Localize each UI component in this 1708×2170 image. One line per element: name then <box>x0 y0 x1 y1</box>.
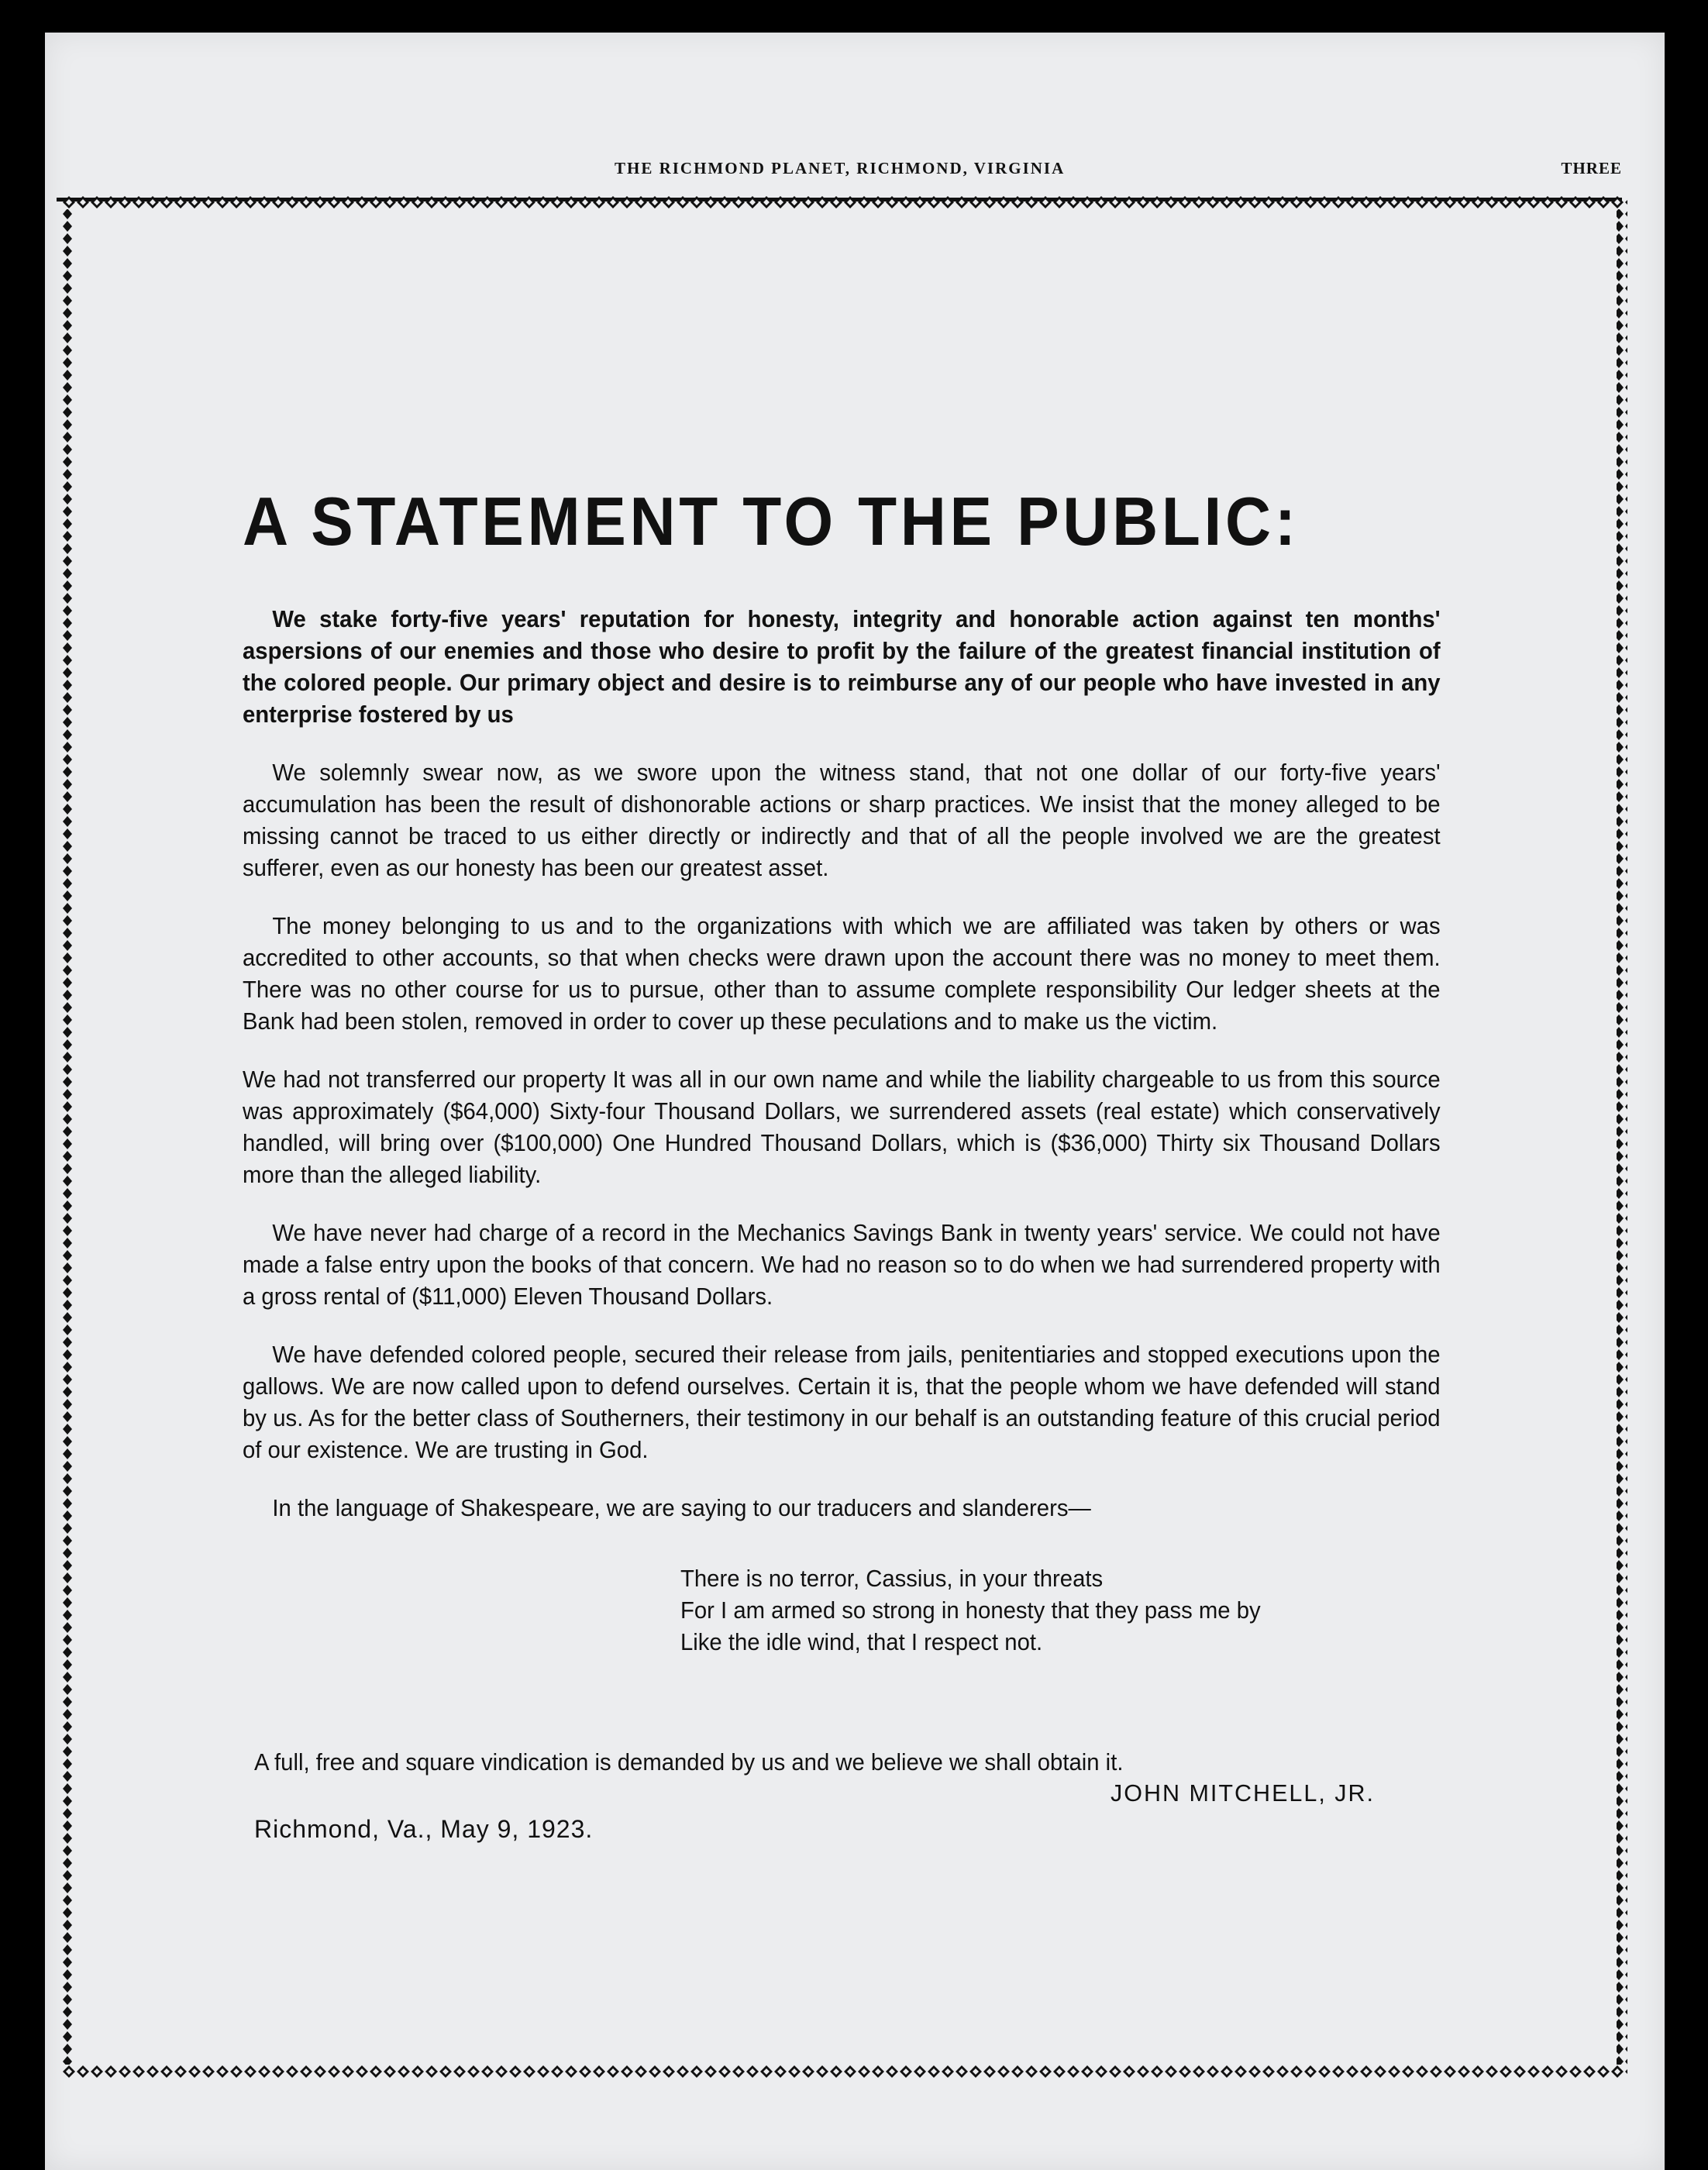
poem-line: There is no terror, Cassius, in your threats <box>680 1566 1104 1592</box>
paragraph-4: We had not transferred our property It was all in our own name and while the liability chargeable to us from this source was approximately ($64,000) Sixty-four Thousand Dollars, we surrendered assets (real estate) which conservatively handled, will bring over ($100,000) One Hundred Thousand Dollars, which is ($36,000) Thirty six Thousand Dollars more than the alleged liability. <box>243 1066 1441 1188</box>
dateline: Richmond, Va., May 9, 1923. <box>254 1815 594 1843</box>
poem-line: For I am armed so strong in honesty that they pass me by <box>680 1597 1261 1624</box>
paragraph-2: We solemnly swear now, as we swore upon the witness stand, that not one dollar of our forty-five years' accumulation has been the result of dishonorable actions or sharp practices. We insist that the money alleged to be missing cannot be traced to us either directly or indirectly and that of all the people involved we are the greatest sufferer, even as our honesty has been our greatest asset. <box>243 760 1441 881</box>
paragraph-6: We have defended colored people, secured their release from jails, penitentiaries and stopped executions upon the gallows. We are now called upon to defend ourselves. Certain it is, that the people whom we have defended will stand by us. As for the better class of Southerners, their testimony in our behalf is an outstanding feature of this crucial period of our existence. We are trusting in God. <box>243 1342 1441 1463</box>
paragraph-3: The money belonging to us and to the organizations with which we are affiliated was taken by others or was accredited to other accounts, so that when checks were drawn upon the account there was no money to meet them. There was no other course for us to pursue, other than to assume complete responsibility Our ledger sheets at the Bank had been stolen, removed in order to cover up these peculations and to make us the victim. <box>243 913 1441 1035</box>
shakespeare-intro: In the language of Shakespeare, we are saying to our traducers and slanderers— <box>272 1495 1091 1521</box>
newspaper-page <box>45 33 1665 2170</box>
poem-quote <box>680 1563 1261 1658</box>
signature: JOHN MITCHELL, JR. <box>1111 1780 1376 1807</box>
masthead <box>57 143 1622 202</box>
poem-line: Like the idle wind, that I respect not. <box>680 1629 1043 1655</box>
statement-content <box>243 482 1467 1524</box>
page-number: THREE <box>1561 159 1622 177</box>
vindication-line: A full, free and square vindication is demanded by us and we believe we shall obtain it. <box>254 1749 1124 1776</box>
masthead-title: THE RICHMOND PLANET, RICHMOND, VIRGINIA <box>615 159 1066 177</box>
paragraph-1: We stake forty-five years' reputation for honesty, integrity and honorable action against ten months' aspersions of our enemies and those who desire to profit by the failure of the greatest financial institution of the colored people. Our primary object and desire is to reimburse any of our people who have invested in any enterprise fostered by us <box>243 606 1441 728</box>
paragraph-5: We have never had charge of a record in the Mechanics Savings Bank in twenty years' service. We could not have made a false entry upon the books of that concern. We had no reason so to do when we had surrendered property with a gross rental of ($11,000) Eleven Thousand Dollars. <box>243 1220 1441 1310</box>
headline: A STATEMENT TO THE PUBLIC: <box>243 483 1300 560</box>
